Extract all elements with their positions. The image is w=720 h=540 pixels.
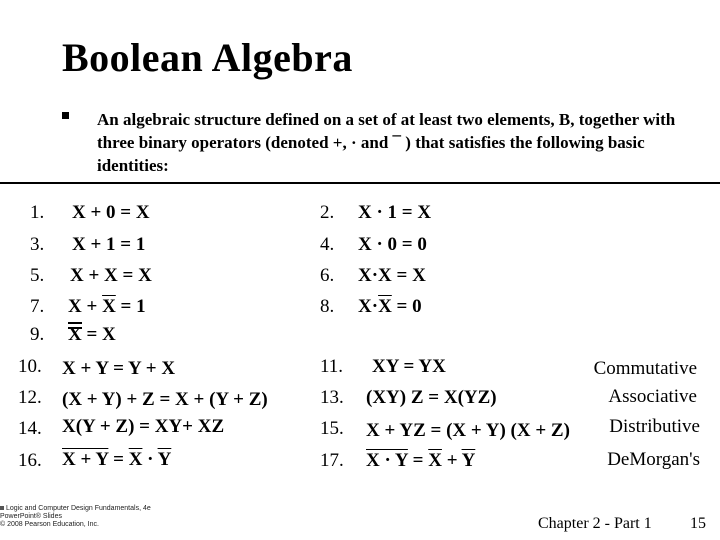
law-label-commutative: Commutative bbox=[593, 358, 697, 379]
double-complement-term: X bbox=[68, 324, 82, 345]
complement-term: $\overline{Y}$ bbox=[461, 450, 476, 471]
slide-title: Boolean Algebra bbox=[62, 35, 353, 80]
identity-equation: X(Y + Z) = XY+ XZ bbox=[62, 416, 225, 437]
identity-term: + bbox=[441, 450, 462, 471]
identity-number: 1. bbox=[30, 202, 45, 223]
identity-number: 2. bbox=[320, 202, 335, 223]
identity-equation bbox=[68, 322, 116, 346]
identity-equation: XY = YX bbox=[372, 356, 446, 377]
identity-equation: X + Y = Y + X bbox=[62, 358, 176, 379]
law-label-demorgan: DeMorgan's bbox=[607, 449, 700, 470]
identity-equation: X · 1 = X bbox=[358, 202, 432, 223]
chapter-label: Chapter 2 - Part 1 bbox=[538, 515, 652, 532]
bullet-icon bbox=[62, 112, 69, 119]
identity-number: 7. bbox=[30, 296, 45, 317]
identity-number: 8. bbox=[320, 296, 335, 317]
identity-number: 16. bbox=[18, 450, 42, 471]
identity-number: 4. bbox=[320, 234, 335, 255]
identity-equation: (XY) Z = X(YZ) bbox=[366, 387, 497, 408]
identity-equation: X + X = X bbox=[70, 265, 152, 286]
intro-text: An algebraic structure defined on a set of at least two elements, B, together with three binary operators (denoted +, · and ¯ ) that satisfies the following basic identities: bbox=[97, 110, 676, 175]
identity-term: = bbox=[108, 449, 129, 470]
logo-line: PowerPoint® Slides bbox=[0, 513, 62, 520]
identity-equation: X + YZ = (X + Y) (X + Z) bbox=[366, 420, 570, 441]
identity-equation: X · 0 = 0 bbox=[358, 234, 427, 255]
complement-term: $\overline{X}$ bbox=[102, 296, 116, 317]
identity-number: 12. bbox=[18, 387, 42, 408]
identity-number: 3. bbox=[30, 234, 45, 255]
identity-equation bbox=[366, 450, 475, 472]
identity-equation: X·X = X bbox=[358, 265, 426, 286]
logo-mark-icon bbox=[0, 506, 4, 510]
identity-term: · bbox=[142, 449, 158, 470]
law-label-distributive: Distributive bbox=[609, 416, 700, 437]
page-number: 15 bbox=[690, 515, 706, 532]
divider bbox=[0, 182, 720, 184]
identity-equation bbox=[62, 449, 171, 471]
identity-equation: (X + Y) + Z = X + (Y + Z) bbox=[62, 389, 268, 410]
identity-equation: X + 0 = X bbox=[72, 202, 150, 223]
identity-number: 5. bbox=[30, 265, 45, 286]
complement-term: $\overline{X}$ bbox=[378, 296, 392, 317]
logo-line: Logic and Computer Design Fundamentals, 4e bbox=[6, 505, 151, 512]
complement-term: $\overline{Y}$ bbox=[157, 449, 172, 470]
identity-term: = 1 bbox=[115, 296, 146, 317]
identity-equation: X + 1 = 1 bbox=[72, 234, 146, 255]
complement-term: X · Y bbox=[366, 450, 408, 471]
identity-term: = 0 bbox=[391, 296, 422, 317]
identity-term: = bbox=[407, 450, 429, 471]
identity-term: X· bbox=[358, 296, 379, 317]
identity-number: 14. bbox=[18, 418, 42, 439]
identity-number: 13. bbox=[320, 387, 344, 408]
identity-number: 9. bbox=[30, 324, 45, 345]
publisher-logo bbox=[0, 505, 151, 529]
complement-term: $\overline{X}$ bbox=[428, 450, 442, 471]
identity-number: 11. bbox=[320, 356, 344, 377]
logo-line: © 2008 Pearson Education, Inc. bbox=[0, 521, 99, 528]
identity-term: X + bbox=[68, 296, 103, 317]
identity-equation bbox=[358, 296, 422, 318]
identity-number: 10. bbox=[18, 356, 42, 377]
identity-number: 6. bbox=[320, 265, 335, 286]
complement-term: $\overline{X}$ bbox=[128, 449, 143, 470]
law-label-associative: Associative bbox=[608, 386, 697, 407]
complement-term: X + Y bbox=[62, 449, 109, 470]
identity-number: 15. bbox=[320, 418, 344, 439]
identity-number: 17. bbox=[320, 450, 344, 471]
identity-term: = X bbox=[81, 324, 116, 345]
identity-equation bbox=[68, 296, 146, 318]
